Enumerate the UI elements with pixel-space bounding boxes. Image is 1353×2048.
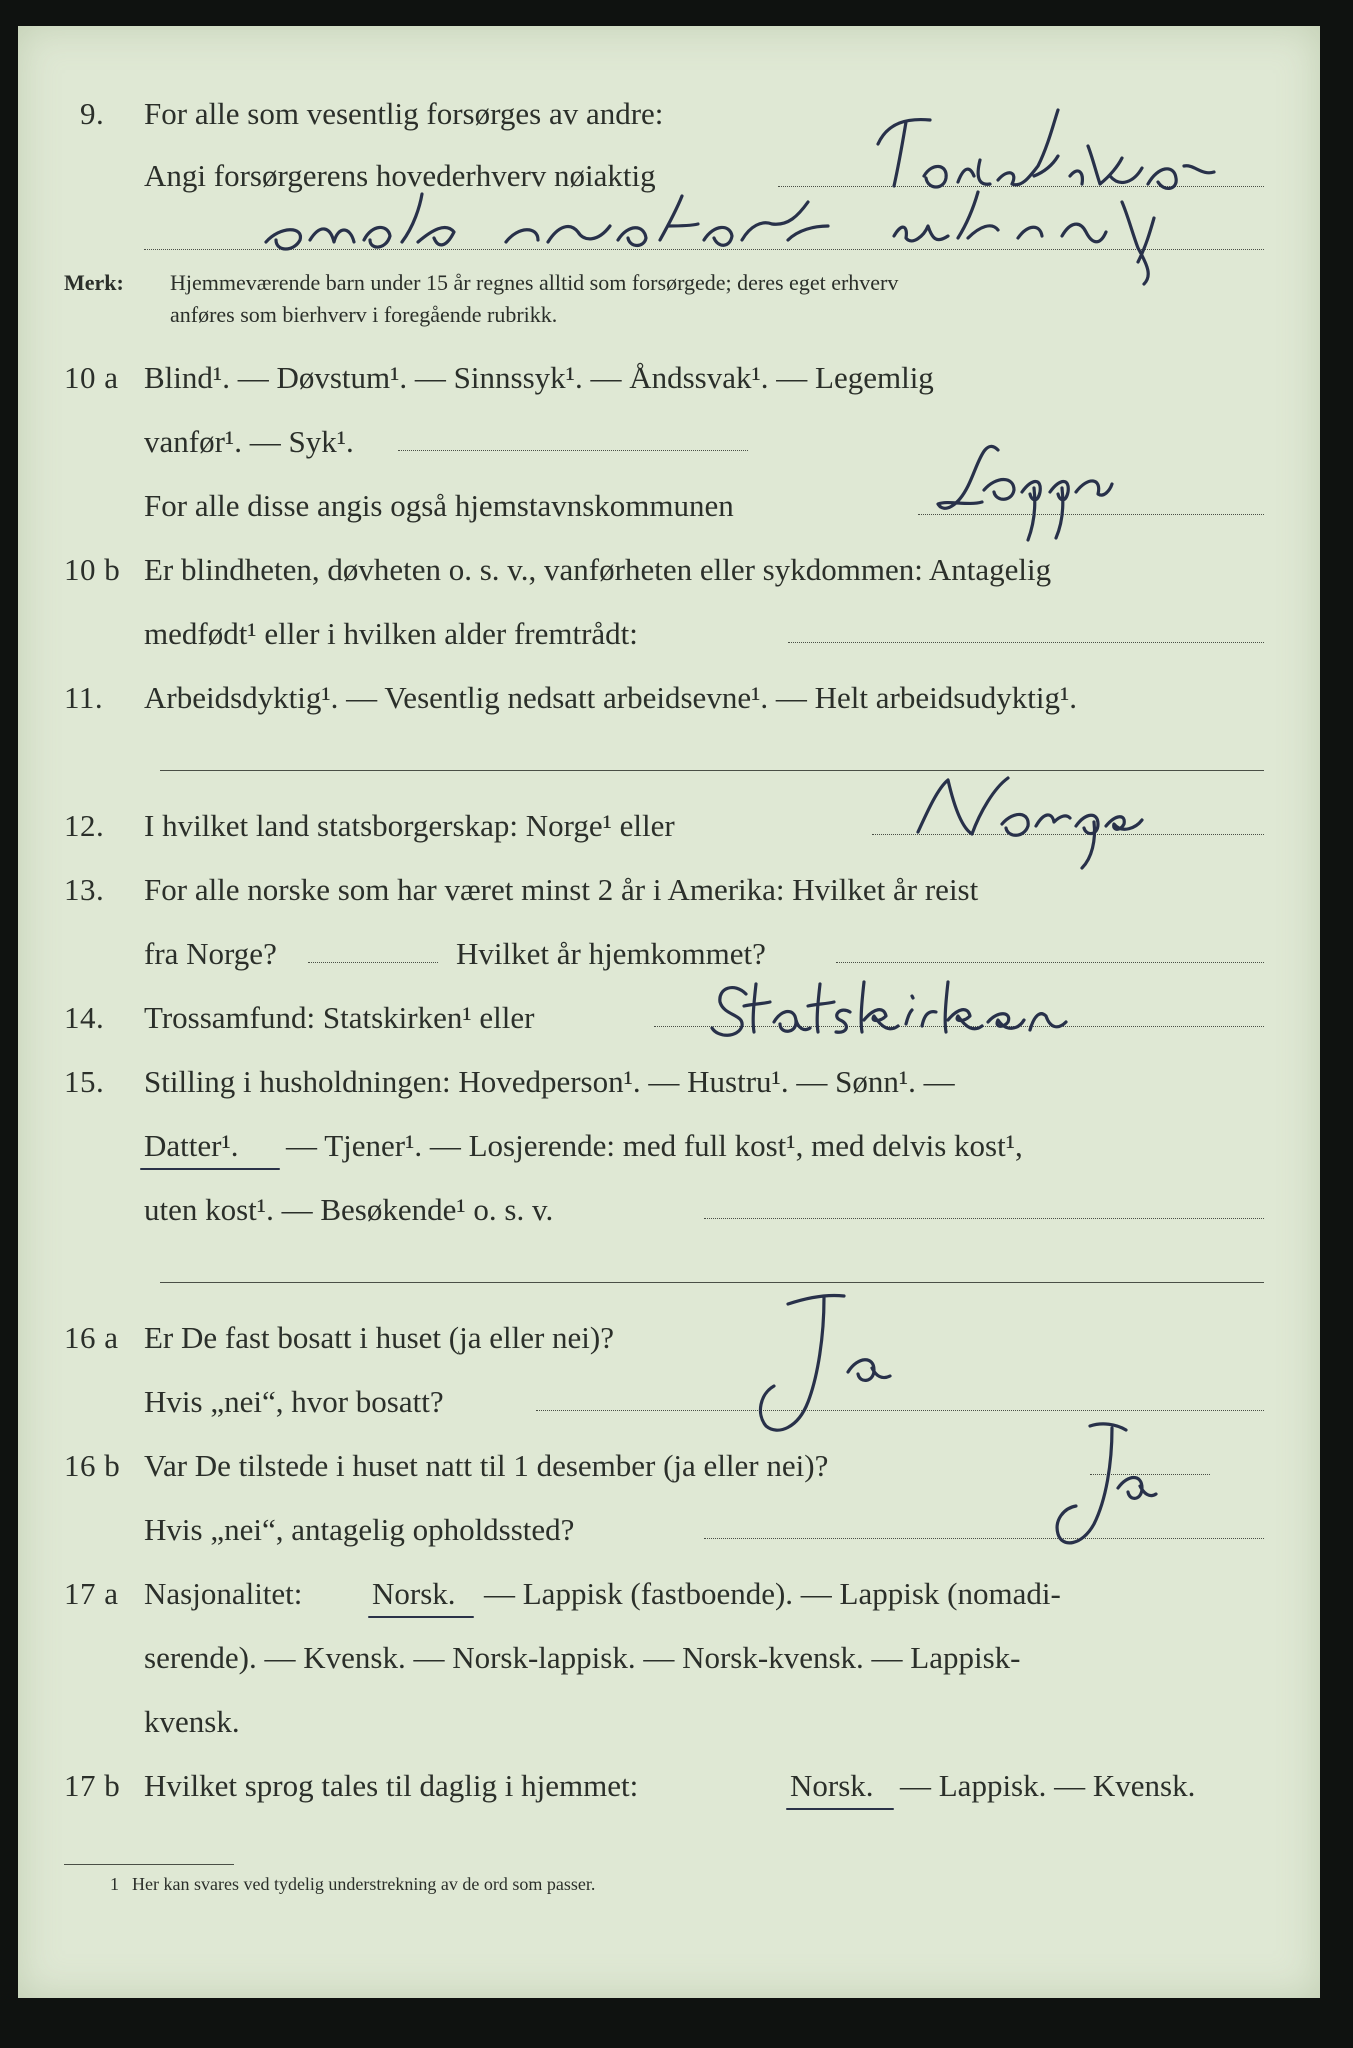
- q14-number: 14.: [64, 1000, 105, 1035]
- merk-label: Merk:: [64, 270, 124, 295]
- q12-line1: I hvilket land statsborgerskap: Norge¹ eller: [144, 808, 675, 843]
- q17a-number: 17 a: [64, 1576, 119, 1611]
- q16b-handwritten-answer: [18, 1416, 1320, 1566]
- q17b-line1a: Hvilket sprog tales til daglig i hjemmet:: [144, 1768, 639, 1803]
- q16a-line2: Hvis „nei“, hvor bosatt?: [144, 1384, 444, 1419]
- q15-line2a: Datter¹.: [144, 1128, 239, 1163]
- q10b-number: 10 b: [64, 552, 121, 587]
- footnote-separator: [64, 1864, 234, 1865]
- q9-number: 9.: [80, 96, 105, 131]
- merk-line1: Hjemmeværende barn under 15 år regnes alltid som forsørgede; deres eget erhverv: [170, 270, 899, 295]
- q9-line2: Angi forsørgerens hovederhverv nøiaktig: [144, 158, 656, 193]
- q11-number: 11.: [64, 680, 104, 715]
- q10a-line3: For alle disse angis også hjemstavnskommunen: [144, 488, 734, 523]
- q11-line1: Arbeidsdyktig¹. — Vesentlig nedsatt arbeidsevne¹. — Helt arbeidsudyktig¹.: [144, 680, 1078, 715]
- q12-handwritten-answer: [18, 766, 1320, 876]
- q14-handwritten-answer: [18, 976, 1320, 1046]
- q13-number: 13.: [64, 872, 105, 907]
- footnote-mark: 1: [110, 1874, 119, 1894]
- q15-dotted-line: [704, 1218, 1264, 1219]
- q13-line1: For alle norske som har været minst 2 år i Amerika: Hvilket år reist: [144, 872, 979, 907]
- census-form-page: [18, 26, 1320, 1998]
- q14-line1: Trossamfund: Statskirken¹ eller: [144, 1000, 535, 1035]
- q15-line1: Stilling i husholdningen: Hovedperson¹. — Hustru¹. — Sønn¹. —: [144, 1064, 955, 1099]
- q16b-number: 16 b: [64, 1448, 121, 1483]
- q10b-line2: medfødt¹ eller i hvilken alder fremtrådt:: [144, 616, 638, 651]
- q17b-norsk-underline: [786, 1808, 894, 1810]
- q17b-number: 17 b: [64, 1768, 121, 1803]
- q10a-line2: vanfør¹. — Syk¹.: [144, 424, 354, 459]
- q9-handwritten-answer: [18, 26, 1320, 286]
- q10a-number: 10 a: [64, 360, 119, 395]
- q9-line1: For alle som vesentlig forsørges av andre:: [144, 96, 664, 131]
- q15-line2b: — Tjener¹. — Losjerende: med full kost¹, med delvis kost¹,: [286, 1128, 1023, 1163]
- q15-datter-underline: [140, 1168, 280, 1170]
- merk-line2: anføres som bierhverv i foregående rubrikk.: [170, 302, 558, 327]
- q10a-handwritten-answer: [18, 406, 1320, 546]
- q16b-line1: Var De tilstede i huset natt til 1 desember (ja eller nei)?: [144, 1448, 829, 1483]
- q17a-line1b: Norsk.: [372, 1576, 456, 1611]
- q13-dotted-line-1: [308, 962, 438, 963]
- q17a-line2: serende). — Kvensk. — Norsk-lappisk. — Norsk-kvensk. — Lappisk-: [144, 1640, 1021, 1675]
- q15-line3: uten kost¹. — Besøkende¹ o. s. v.: [144, 1192, 554, 1227]
- q10a-line1: Blind¹. — Døvstum¹. — Sinnssyk¹. — Åndssvak¹. — Legemlig: [144, 360, 934, 395]
- q13-dotted-line-2: [836, 962, 1264, 963]
- q17a-line1a: Nasjonalitet:: [144, 1576, 303, 1611]
- q10b-line1: Er blindheten, døvheten o. s. v., vanførheten eller sykdommen: Antagelig: [144, 552, 1052, 587]
- q10b-dotted-line: [788, 642, 1264, 643]
- q17b-line1c: — Lappisk. — Kvensk.: [900, 1768, 1196, 1803]
- q15-number: 15.: [64, 1064, 105, 1099]
- q17a-norsk-underline: [368, 1616, 474, 1618]
- footnote-text: Her kan svares ved tydelig understrekning av de ord som passer.: [132, 1874, 596, 1894]
- q13-line2b: Hvilket år hjemkommet?: [456, 936, 766, 971]
- q16b-line2: Hvis „nei“, antagelig opholdssted?: [144, 1512, 575, 1547]
- q16a-number: 16 a: [64, 1320, 119, 1355]
- q16a-line1: Er De fast bosatt i huset (ja eller nei)?: [144, 1320, 614, 1355]
- q17b-line1b: Norsk.: [790, 1768, 874, 1803]
- q12-number: 12.: [64, 808, 105, 843]
- q17a-line3: kvensk.: [144, 1704, 240, 1739]
- q13-line2a: fra Norge?: [144, 936, 277, 971]
- q17a-line1c: — Lappisk (fastboende). — Lappisk (nomadi-: [484, 1576, 1061, 1611]
